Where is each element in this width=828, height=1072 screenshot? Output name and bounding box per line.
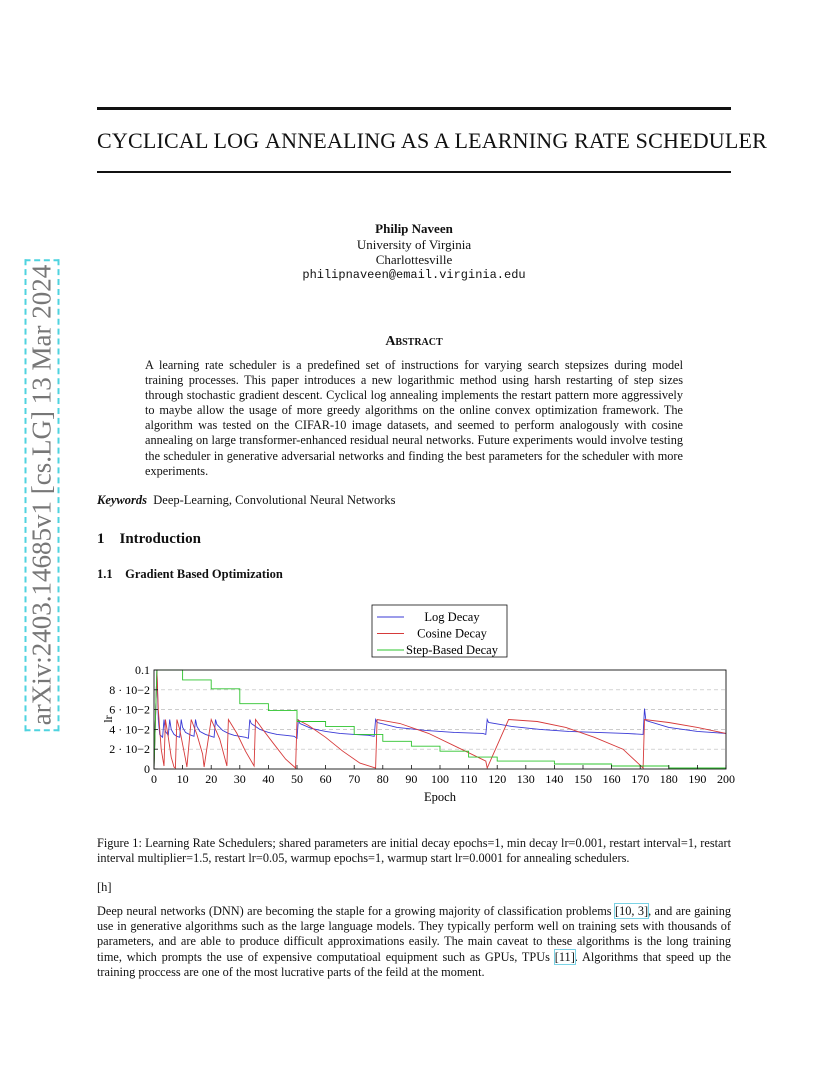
title-part: R — [574, 128, 590, 153]
title-part: C — [97, 128, 112, 153]
x-tick-label: 60 — [319, 772, 332, 786]
x-axis-label: Epoch — [424, 790, 456, 804]
author-email[interactable]: philipnaveen@email.virginia.edu — [302, 267, 526, 282]
x-tick-label: 70 — [348, 772, 361, 786]
x-tick-label: 40 — [262, 772, 275, 786]
author-affiliation: University of Virginia — [356, 236, 472, 252]
title-part: EARNING — [468, 128, 575, 153]
citation-link[interactable]: [10, 3] — [614, 904, 649, 918]
intro-paragraph — [97, 904, 731, 980]
author-city: Charlottesville — [375, 252, 453, 267]
x-tick-label: 50 — [291, 772, 303, 786]
title-part: L — [454, 128, 469, 153]
series-line-step-based-decay — [154, 670, 726, 769]
abstract-heading: Abstract — [385, 334, 443, 349]
title-part: OG — [227, 128, 266, 153]
y-tick-label: 0 — [144, 762, 150, 776]
citation-link[interactable]: [11] — [554, 949, 575, 964]
keywords-label: Keywords — [97, 493, 147, 507]
subsection-heading: 1.1 Gradient Based Optimization — [97, 567, 283, 581]
title-part: NNEALING AS A — [281, 128, 455, 153]
intro-text: , and are gaining use in generative algorithms such as the large language models. They typically perform well on training sets with thousands of parameters, and are able to produce difficult approximations easily. The main caveat to these algorithms is the long training time, which prompts the use of expensive computatioal equipment such as GPUs, TPUs — [97, 904, 731, 964]
y-tick-label: 8 · 10−2 — [109, 682, 150, 697]
legend-label: Step-Based Decay — [406, 643, 498, 657]
x-tick-label: 140 — [545, 772, 564, 786]
y-tick-label: 2 · 10−2 — [109, 742, 150, 757]
title-part: A — [265, 128, 282, 153]
legend-label: Cosine Decay — [417, 626, 487, 641]
legend-label: Log Decay — [424, 610, 480, 624]
abstract-text: A learning rate scheduler is a predefined set of instructions for varying search stepsizes during model training processes. This paper introduces a new logarithmic method using harsh restarting of step sizes through stochastic gradient descent. Cyclical log annealing implements the restart pattern more aggressively to maybe allow the usage of more greedy algorithms on the online convex optimization framework. The algorithm was tested on the CIFAR-10 image datasets, and seemed to perform analogously with cosine annealing on large transformer-enhanced residual neural networks. Future experiments would involve testing the scheduler in generative adversarial networks and finding the best parameters for the scheduler with more experiments. — [145, 358, 683, 478]
x-tick-label: 20 — [205, 772, 218, 786]
keywords-text: Deep-Learning, Convolutional Neural Networks — [153, 493, 396, 507]
series-line-log-decay — [154, 670, 726, 769]
y-tick-label: 4 · 10−2 — [109, 722, 150, 737]
intro-text: . Algorithms that speed up the training proccess are one of the most lucrative parts of the feild at the moment. — [97, 949, 732, 979]
x-tick-label: 130 — [516, 772, 535, 786]
y-axis-label: lr — [101, 715, 115, 723]
x-tick-label: 80 — [376, 772, 389, 786]
x-tick-label: 110 — [459, 772, 478, 786]
x-tick-label: 200 — [717, 772, 735, 786]
chart-legend — [372, 605, 507, 657]
plot-frame — [154, 670, 726, 769]
x-tick-label: 0 — [151, 772, 157, 786]
figure-caption: Figure 1: Learning Rate Schedulers; shared parameters are initial decay epochs=1, min decay lr=0.001, restart interval=1, restart interval multiplier=1.5, restart lr=0.05, warmup epochs=1, warmup start lr=0.0001 for annealing schedulers. — [97, 836, 731, 866]
x-axis-ticks — [151, 765, 735, 786]
series-line-cosine-decay — [154, 670, 726, 769]
x-tick-label: 160 — [602, 772, 621, 786]
section-heading: 1 Introduction — [97, 531, 201, 547]
x-tick-label: 190 — [688, 772, 707, 786]
x-tick-label: 170 — [631, 772, 650, 786]
arxiv-identifier[interactable]: arXiv:2403.14685v1 [cs.LG] 13 Mar 2024 — [25, 259, 60, 731]
chart-series — [154, 670, 726, 769]
x-tick-label: 100 — [431, 772, 449, 786]
placement-marker: [h] — [97, 880, 112, 894]
x-tick-label: 10 — [176, 772, 189, 786]
title-part: ATE SCHEDULER — [589, 128, 768, 153]
x-tick-label: 30 — [233, 772, 246, 786]
y-tick-label: 0.1 — [135, 663, 150, 677]
x-tick-label: 120 — [488, 772, 507, 786]
x-tick-label: 90 — [405, 772, 418, 786]
title-part: YCLICAL — [111, 128, 214, 153]
x-tick-label: 180 — [659, 772, 678, 786]
author-name: Philip Naveen — [375, 221, 453, 236]
intro-text: Deep neural networks (DNN) are becoming the staple for a growing majority of classification problems — [97, 904, 612, 918]
title-part: L — [213, 128, 228, 153]
y-axis-ticks — [109, 663, 158, 776]
x-tick-label: 150 — [574, 772, 592, 786]
y-tick-label: 6 · 10−2 — [109, 702, 150, 717]
